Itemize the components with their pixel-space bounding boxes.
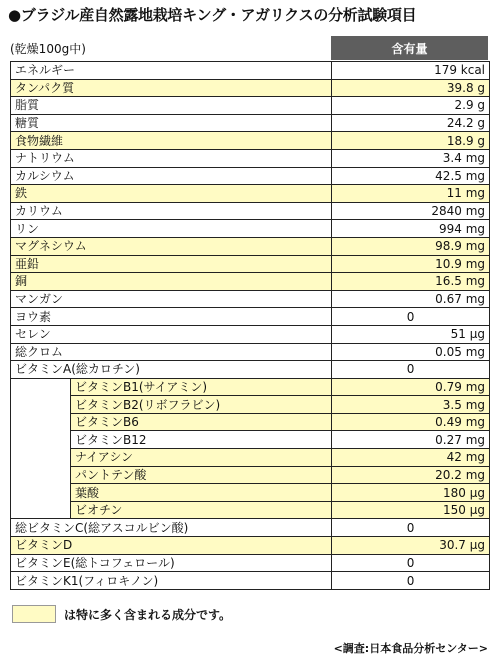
legend-text: は特に多く含まれる成分です。	[64, 607, 232, 622]
nutrient-name: エネルギー	[11, 62, 332, 80]
nutrient-name: ビタミンD	[11, 537, 332, 555]
nutrient-name: ビタミンB2(リボフラビン)	[71, 396, 332, 414]
table-row	[11, 466, 490, 484]
nutrient-value: 3.4 mg	[332, 149, 490, 167]
unit-note: (乾燥100g中)	[10, 42, 86, 56]
table-row	[11, 378, 490, 396]
table-row	[11, 273, 490, 291]
nutrient-value: 179 kcal	[332, 62, 490, 80]
indent-cell	[11, 501, 71, 519]
table-row	[11, 255, 490, 273]
nutrient-value: 0.05 mg	[332, 343, 490, 361]
legend	[12, 604, 231, 624]
indent-cell	[11, 484, 71, 502]
table-row	[11, 167, 490, 185]
table-row	[11, 308, 490, 326]
nutrient-value: 2840 mg	[332, 202, 490, 220]
table-row	[11, 572, 490, 590]
nutrient-value: 42 mg	[332, 449, 490, 467]
table-row	[11, 185, 490, 203]
table-row	[11, 132, 490, 150]
nutrient-value: 18.9 g	[332, 132, 490, 150]
nutrient-name: 総クロム	[11, 343, 332, 361]
nutrient-name: リン	[11, 220, 332, 238]
nutrient-name: パントテン酸	[71, 466, 332, 484]
indent-cell	[11, 449, 71, 467]
nutrient-name: ナトリウム	[11, 149, 332, 167]
nutrient-name: ビタミンB12	[71, 431, 332, 449]
table-row	[11, 220, 490, 238]
table-row	[11, 79, 490, 97]
nutrient-value: 0.79 mg	[332, 378, 490, 396]
indent-cell	[11, 378, 71, 396]
nutrient-value: 150 μg	[332, 501, 490, 519]
table-row	[11, 361, 490, 379]
nutrient-value: 0	[332, 361, 490, 379]
nutrient-value: 10.9 mg	[332, 255, 490, 273]
nutrient-name: ビオチン	[71, 501, 332, 519]
nutrient-name: ヨウ素	[11, 308, 332, 326]
table-row	[11, 202, 490, 220]
nutrient-value: 0	[332, 308, 490, 326]
table-row	[11, 501, 490, 519]
table-row	[11, 431, 490, 449]
table-row	[11, 537, 490, 555]
nutrient-value: 24.2 g	[332, 114, 490, 132]
nutrient-value: 11 mg	[332, 185, 490, 203]
nutrient-name: ビタミンB1(サイアミン)	[71, 378, 332, 396]
nutrient-value: 0.27 mg	[332, 431, 490, 449]
nutrient-name: ビタミンK1(フィロキノン)	[11, 572, 332, 590]
indent-cell	[11, 431, 71, 449]
nutrient-value: 2.9 g	[332, 97, 490, 115]
nutrient-value: 0	[332, 519, 490, 537]
nutrient-value: 0.67 mg	[332, 290, 490, 308]
nutrient-value: 42.5 mg	[332, 167, 490, 185]
indent-cell	[11, 413, 71, 431]
table-row	[11, 519, 490, 537]
nutrient-name: ビタミンA(総カロチン)	[11, 361, 332, 379]
table-row	[11, 343, 490, 361]
nutrient-name: マンガン	[11, 290, 332, 308]
nutrient-value: 3.5 mg	[332, 396, 490, 414]
nutrient-name: 脂質	[11, 97, 332, 115]
table-row	[11, 413, 490, 431]
table-row	[11, 149, 490, 167]
table-row	[11, 237, 490, 255]
nutrient-name: 糖質	[11, 114, 332, 132]
table-row	[11, 396, 490, 414]
table-row	[11, 325, 490, 343]
indent-cell	[11, 466, 71, 484]
nutrient-name: マグネシウム	[11, 237, 332, 255]
nutrient-value: 30.7 μg	[332, 537, 490, 555]
nutrient-value: 0.49 mg	[332, 413, 490, 431]
nutrient-name: ビタミンE(総トコフェロール)	[11, 554, 332, 572]
page-title: ●ブラジル産自然露地栽培キング・アガリクスの分析試験項目	[8, 6, 417, 24]
nutrient-value: 20.2 mg	[332, 466, 490, 484]
content-column-header: 含有量	[331, 36, 488, 60]
nutrient-name: 葉酸	[71, 484, 332, 502]
table-row	[11, 62, 490, 80]
nutrient-value: 51 μg	[332, 325, 490, 343]
nutrient-name: 亜鉛	[11, 255, 332, 273]
nutrient-value: 994 mg	[332, 220, 490, 238]
nutrient-name: 食物繊維	[11, 132, 332, 150]
table-row	[11, 449, 490, 467]
table-row	[11, 554, 490, 572]
nutrient-name: カルシウム	[11, 167, 332, 185]
nutrient-name: 総ビタミンC(総アスコルビン酸)	[11, 519, 332, 537]
table-row	[11, 97, 490, 115]
nutrient-name: ナイアシン	[71, 449, 332, 467]
nutrient-value: 0	[332, 554, 490, 572]
nutrient-value: 180 μg	[332, 484, 490, 502]
nutrient-name: 銅	[11, 273, 332, 291]
nutrient-name: 鉄	[11, 185, 332, 203]
nutrient-value: 0	[332, 572, 490, 590]
table-row	[11, 484, 490, 502]
table-row	[11, 114, 490, 132]
indent-cell	[11, 396, 71, 414]
nutrient-name: カリウム	[11, 202, 332, 220]
nutrient-value: 98.9 mg	[332, 237, 490, 255]
nutrient-name: タンパク質	[11, 79, 332, 97]
nutrient-name: ビタミンB6	[71, 413, 332, 431]
nutrient-value: 39.8 g	[332, 79, 490, 97]
table-header	[10, 36, 488, 60]
legend-highlight-swatch	[12, 605, 56, 623]
table-row	[11, 290, 490, 308]
source-note: <調査:日本食品分析センター>	[333, 642, 488, 655]
nutrient-value: 16.5 mg	[332, 273, 490, 291]
nutrient-name: セレン	[11, 325, 332, 343]
nutrition-table	[10, 61, 490, 590]
